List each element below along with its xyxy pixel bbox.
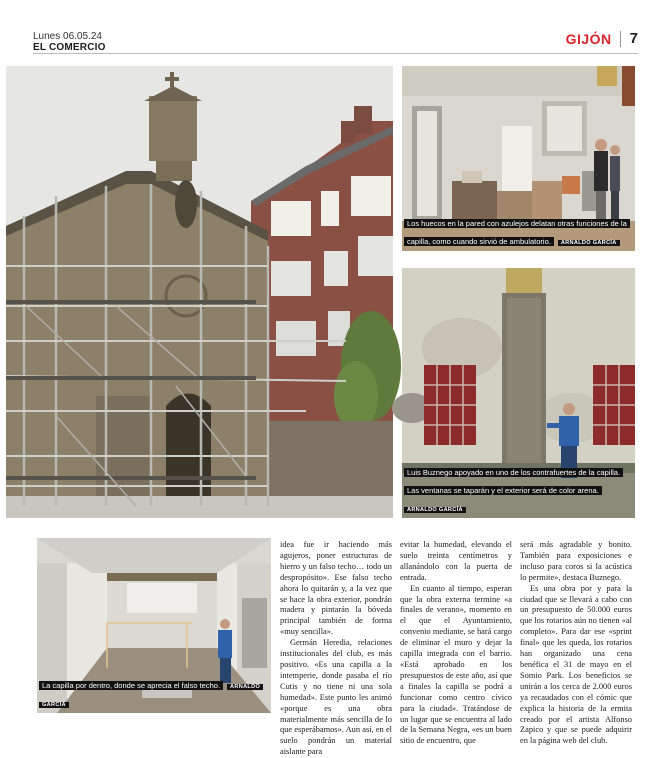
- paragraph: Germán Heredia, relaciones institucionales del club, es más positivo. «Es una capilla a la intemperie, donde pasaba el río Cutis y no tiene ni una sola humedad». Este punto les animó «porque es una obra materialmente más sencilla de lo que esperábamos». Aun así, en el suelo pondrán un material aislante para: [280, 638, 392, 757]
- caption-text: La capilla por dentro, donde se aprecia el falso techo.: [39, 681, 223, 690]
- paragraph: idea fue ir haciendo más agujeros, poner estructuras de hierro y un falso techo… todo un despropósito». Ese falso techo ahora lo quitarán y, a la vez que se hace la obra exterior, pondrán madera y pintarán la bóveda principal también de forma «muy sencilla».: [280, 540, 392, 637]
- section-header: [566, 30, 638, 47]
- article-column-1: [280, 540, 392, 757]
- section-name: GIJÓN: [565, 30, 612, 47]
- paragraph: será más agradable y bonito. También para exposiciones e incluso para coros si la acústica lo permite», destaca Buznego.: [520, 540, 632, 582]
- photo-credit: ARNALDO GARCÍA: [404, 507, 466, 513]
- photo-credit: ARNALDO GARCÍA: [39, 684, 263, 708]
- article-column-3: [520, 540, 632, 746]
- paragraph: En cuanto al tiempo, esperan que la obra externa termine «a finales de verano», momento en el que el Ayuntamiento, convenio mediante, se hará cargo de eliminar el muro y dejar la capilla integrada con el barrio. «Está aprobado en los presupuestos de este año, así que a finales la capilla se podrá a funcionar como centro cívico para la ciudad». Tratándose de un lugar que se encuentra al lado de la Semana Negra, «es un buen sitio de encuentro, que: [400, 583, 512, 746]
- paragraph: Es una obra por y para la ciudad que se llevará a cabo con un presupuesto de 50.000 euros que los rotarios aún no tienen «al completo». Para dar ese «sprint final» que les queda, los rotarios han organizado una cena benéfica el 31 de mayo en el Somio Park. Los beneficios se unirán a los cerca de 2.000 euros ya recaudados con el cómic que explica la historia de la ermita creado por el artista Alfonso Zapico y que se puede adquirir en la página web del club.: [520, 583, 632, 746]
- header-rule: [33, 53, 638, 54]
- masthead: [33, 31, 106, 54]
- false-ceiling-photo: [37, 538, 271, 713]
- buttress-photo-caption: [404, 462, 631, 516]
- chapel-exterior-photo: [6, 66, 393, 518]
- newspaper-name: EL COMERCIO: [33, 42, 106, 53]
- page-number: 7: [629, 30, 638, 47]
- issue-date: Lunes 06.05.24: [33, 31, 102, 42]
- caption-text: Luis Buznego apoyado en uno de los contrafuertes de la capilla. Las ventanas se taparán y el exterior será de color arena.: [404, 468, 623, 495]
- photo-credit: ARNALDO GARCÍA: [558, 240, 620, 246]
- caption-text: Los huecos en la pared con azulejos delatan otras funciones de la capilla, como cuando sirvió de ambulatorio.: [404, 219, 630, 246]
- chapel-interior-photo: [402, 66, 635, 251]
- article-column-2: [400, 540, 512, 746]
- buttress-photo: [402, 268, 635, 518]
- interior-photo-caption: [404, 213, 631, 249]
- header-divider: [620, 31, 621, 47]
- paragraph: evitar la humedad, elevando el suelo treinta centímetros y allanándolo con la puerta de entrada.: [400, 540, 512, 582]
- false-ceiling-photo-caption: [39, 675, 267, 711]
